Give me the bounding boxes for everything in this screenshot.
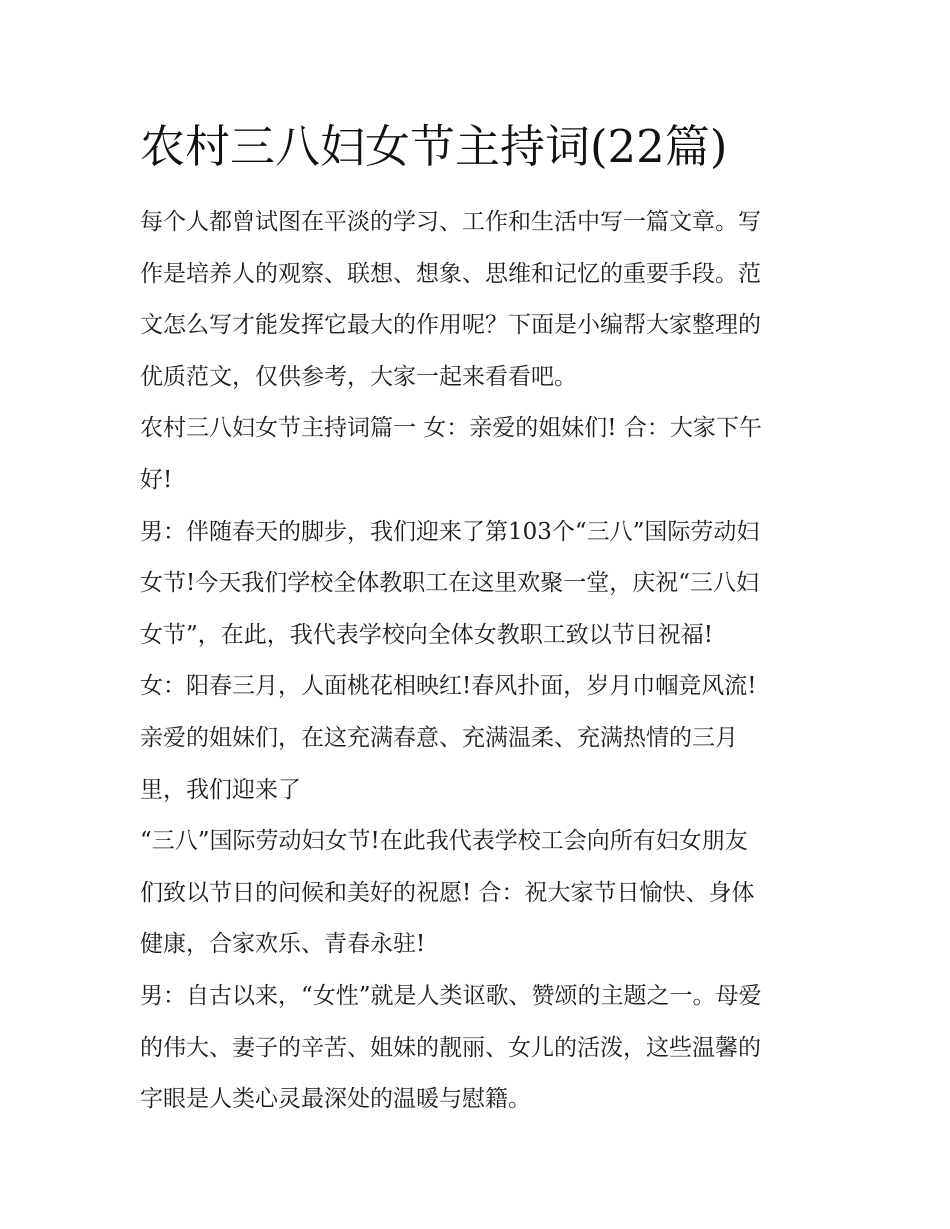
text-line: 女节!今天我们学校全体教职工在这里欢聚一堂，庆祝“三八妇 bbox=[140, 570, 760, 597]
text-line: 的伟大、妻子的辛苦、姐妹的靓丽、女儿的活泼，这些温馨的 bbox=[140, 1034, 761, 1061]
text-line: 健康，合家欢乐、青春永驻! bbox=[140, 931, 426, 958]
paragraph-female-host-1 bbox=[140, 661, 815, 816]
paragraph-male-host-2 bbox=[140, 971, 815, 1126]
text-line: “三八”国际劳动妇女节!在此我代表学校工会向所有妇女朋友 bbox=[140, 828, 748, 855]
paragraph-holiday-greeting bbox=[140, 816, 815, 971]
text-line: 男：自古以来，“女性”就是人类讴歌、赞颂的主题之一。母爱 bbox=[140, 982, 762, 1009]
text-line: 里，我们迎来了 bbox=[140, 776, 301, 803]
paragraph-opening bbox=[140, 403, 815, 506]
paragraph-male-host-1 bbox=[140, 507, 815, 662]
text-line: 女节”，在此，我代表学校向全体女教职工致以节日祝福! bbox=[140, 621, 714, 648]
text-line: 字眼是人类心灵最深处的温暖与慰籍。 bbox=[140, 1086, 531, 1113]
document-title: 农村三八妇女节主持词(22篇) bbox=[140, 120, 728, 173]
text-line: 们致以节日的问候和美好的祝愿! 合：祝大家节日愉快、身体 bbox=[140, 879, 755, 906]
text-line: 好! bbox=[140, 466, 173, 493]
text-line: 作是培养人的观察、联想、想象、思维和记忆的重要手段。范 bbox=[140, 260, 761, 287]
text-line: 每个人都曾试图在平淡的学习、工作和生活中写一篇文章。写 bbox=[140, 209, 761, 235]
text-line: 优质范文，仅供参考，大家一起来看看吧。 bbox=[140, 363, 577, 390]
text-line: 亲爱的姐妹们，在这充满春意、充满温柔、充满热情的三月 bbox=[140, 724, 738, 751]
text-line: 文怎么写才能发挥它最大的作用呢？下面是小编帮大家整理的 bbox=[140, 312, 761, 339]
document-body bbox=[140, 197, 815, 1126]
text-line: 女：阳春三月，人面桃花相映红!春风扑面，岁月巾帼竞风流! bbox=[140, 673, 757, 700]
paragraph-intro bbox=[140, 197, 815, 403]
text-line: 男：伴随春天的脚步，我们迎来了第103个“三八”国际劳动妇 bbox=[140, 518, 760, 545]
text-line: 农村三八妇女节主持词篇一 女：亲爱的姐妹们! 合：大家下午 bbox=[140, 415, 762, 442]
